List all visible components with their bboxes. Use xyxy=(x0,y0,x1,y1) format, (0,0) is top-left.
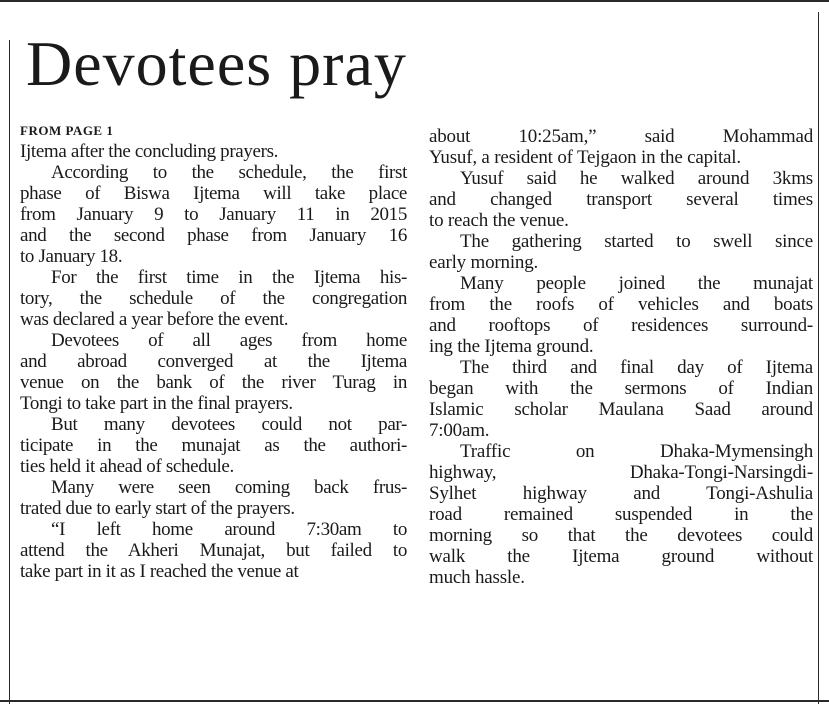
text-line: tory, the schedule of the congregation xyxy=(20,288,407,309)
text-line: ticipate in the munajat as the authori- xyxy=(20,435,407,456)
text-line: and rooftops of residences surround- xyxy=(429,315,813,336)
paragraph xyxy=(429,126,813,168)
text-line: For the first time in the Ijtema his- xyxy=(51,267,407,288)
right-column-rule xyxy=(818,12,819,704)
paragraph xyxy=(20,414,407,477)
text-line: attend the Akheri Munajat, but failed to xyxy=(20,540,407,561)
text-line: venue on the bank of the river Turag in xyxy=(20,372,407,393)
text-line: “I left home around 7:30am to xyxy=(51,519,407,540)
paragraph xyxy=(20,330,407,414)
paragraph xyxy=(429,441,813,588)
text-line: road remained suspended in the xyxy=(429,504,813,525)
kicker: FROM PAGE 1 xyxy=(20,123,114,138)
text-line: take part in it as I reached the venue at xyxy=(20,561,299,582)
paragraph xyxy=(429,168,813,231)
text-line: Tongi to take part in the final prayers. xyxy=(20,393,293,414)
text-line: began with the sermons of Indian xyxy=(429,378,813,399)
text-line: phase of Biswa Ijtema will take place xyxy=(20,183,407,204)
text-line: Ijtema after the concluding prayers. xyxy=(20,141,279,162)
paragraph xyxy=(429,357,813,441)
text-line: According to the schedule, the first xyxy=(51,162,407,183)
text-line: from January 9 to January 11 in 2015 xyxy=(20,204,407,225)
text-line: Yusuf, a resident of Tejgaon in the capital. xyxy=(429,147,741,168)
headline: Devotees pray xyxy=(26,28,407,99)
right-column xyxy=(429,126,813,588)
text-line: highway, Dhaka-Tongi-Narsingdi- xyxy=(429,462,813,483)
paragraph xyxy=(429,231,813,273)
text-line: Devotees of all ages from home xyxy=(51,330,407,351)
text-line: ing the Ijtema ground. xyxy=(429,336,594,357)
text-line: morning so that the devotees could xyxy=(429,525,813,546)
paragraph xyxy=(20,162,407,267)
paragraph xyxy=(429,273,813,357)
text-line: early morning. xyxy=(429,252,539,273)
text-line: from the roofs of vehicles and boats xyxy=(429,294,813,315)
text-line: and the second phase from January 16 xyxy=(20,225,407,246)
text-line: The third and final day of Ijtema xyxy=(460,357,813,378)
text-line: Islamic scholar Maulana Saad around xyxy=(429,399,813,420)
left-column-rule xyxy=(9,40,10,704)
text-line: and changed transport several times xyxy=(429,189,813,210)
text-line: Sylhet highway and Tongi-Ashulia xyxy=(429,483,813,504)
text-line: The gathering started to swell since xyxy=(460,231,813,252)
text-line: Traffic on Dhaka-Mymensingh xyxy=(460,441,813,462)
paragraph xyxy=(20,267,407,330)
text-line: Many people joined the munajat xyxy=(460,273,813,294)
paragraph xyxy=(20,477,407,519)
text-line: was declared a year before the event. xyxy=(20,309,289,330)
paragraph xyxy=(20,141,407,162)
top-rule xyxy=(0,0,829,2)
text-line: and abroad converged at the Ijtema xyxy=(20,351,407,372)
text-line: walk the Ijtema ground without xyxy=(429,546,813,567)
text-line: to reach the venue. xyxy=(429,210,569,231)
text-line: much hassle. xyxy=(429,567,525,588)
text-line: ties held it ahead of schedule. xyxy=(20,456,234,477)
bottom-rule xyxy=(0,700,829,702)
text-line: But many devotees could not par- xyxy=(51,414,407,435)
left-column-body xyxy=(20,141,407,582)
paragraph xyxy=(20,519,407,582)
text-line: 7:00am. xyxy=(429,420,490,441)
right-column-body xyxy=(429,126,813,588)
text-line: Yusuf said he walked around 3kms xyxy=(460,168,813,189)
text-line: about 10:25am,” said Mohammad xyxy=(429,126,813,147)
text-line: trated due to early start of the prayers. xyxy=(20,498,295,519)
text-line: Many were seen coming back frus- xyxy=(51,477,407,498)
left-column xyxy=(20,124,407,582)
text-line: to January 18. xyxy=(20,246,123,267)
